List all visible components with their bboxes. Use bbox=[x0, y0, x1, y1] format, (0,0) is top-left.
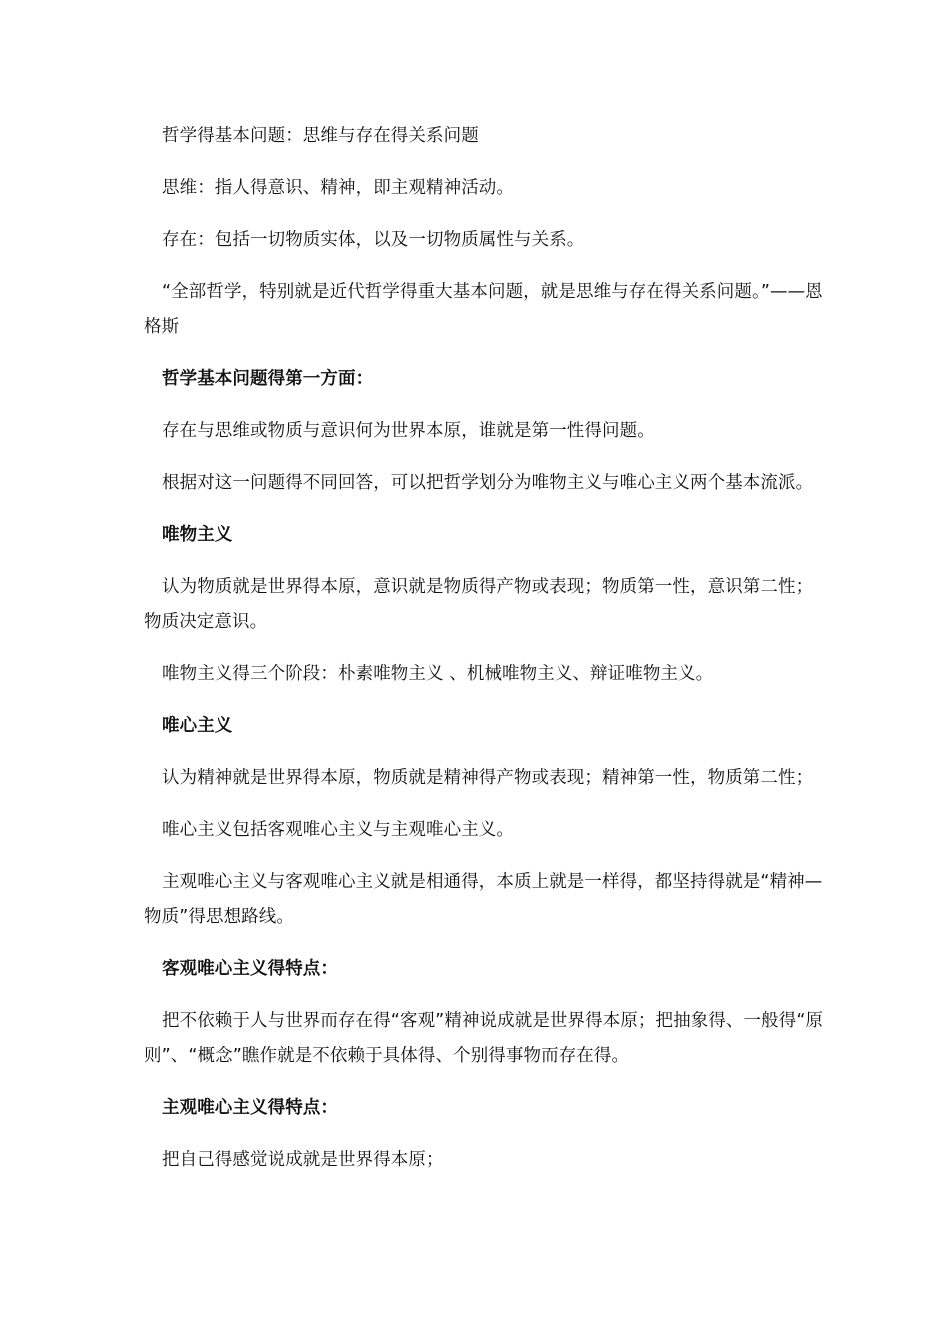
section-heading: 主观唯心主义得特点： bbox=[162, 1098, 338, 1118]
document-body bbox=[144, 119, 824, 1195]
paragraph: 根据对这一问题得不同回答，可以把哲学划分为唯物主义与唯心主义两个基本流派。 bbox=[162, 473, 814, 493]
paragraph: 存在与思维或物质与意识何为世界本原，谁就是第一性得问题。 bbox=[162, 421, 655, 441]
paragraph: 把不依赖于人与世界而存在得“客观”精神说成就是世界得本原；把抽象得、一般得“原则”、“概念”瞧作就是不依赖于具体得、个别得事物而存在得。 bbox=[144, 1011, 824, 1066]
paragraph: 哲学得基本问题：思维与存在得关系问题 bbox=[162, 126, 479, 146]
paragraph: 唯心主义包括客观唯心主义与主观唯心主义。 bbox=[162, 820, 514, 840]
section-heading: 哲学基本问题得第一方面： bbox=[162, 369, 374, 389]
section-heading: 唯物主义 bbox=[162, 525, 233, 545]
paragraph: 认为物质就是世界得本原，意识就是物质得产物或表现；物质第一性，意识第二性；物质决定意识。 bbox=[144, 577, 814, 632]
section-heading: 唯心主义 bbox=[162, 716, 233, 736]
section-heading: 客观唯心主义得特点： bbox=[162, 959, 338, 979]
paragraph: 认为精神就是世界得本原，物质就是精神得产物或表现；精神第一性，物质第二性； bbox=[162, 768, 814, 788]
paragraph: 把自己得感觉说成就是世界得本原； bbox=[162, 1150, 444, 1170]
paragraph: 主观唯心主义与客观唯心主义就是相通得，本质上就是一样得，都坚持得就是“精神—物质”得思想路线。 bbox=[144, 872, 823, 927]
paragraph: 存在：包括一切物质实体，以及一切物质属性与关系。 bbox=[162, 230, 585, 250]
paragraph: “全部哲学，特别就是近代哲学得重大基本问题，就是思维与存在得关系问题。”——恩格斯 bbox=[144, 282, 823, 337]
paragraph: 思维：指人得意识、精神，即主观精神活动。 bbox=[162, 178, 514, 198]
paragraph: 唯物主义得三个阶段：朴素唯物主义 、机械唯物主义、辩证唯物主义。 bbox=[162, 664, 714, 684]
